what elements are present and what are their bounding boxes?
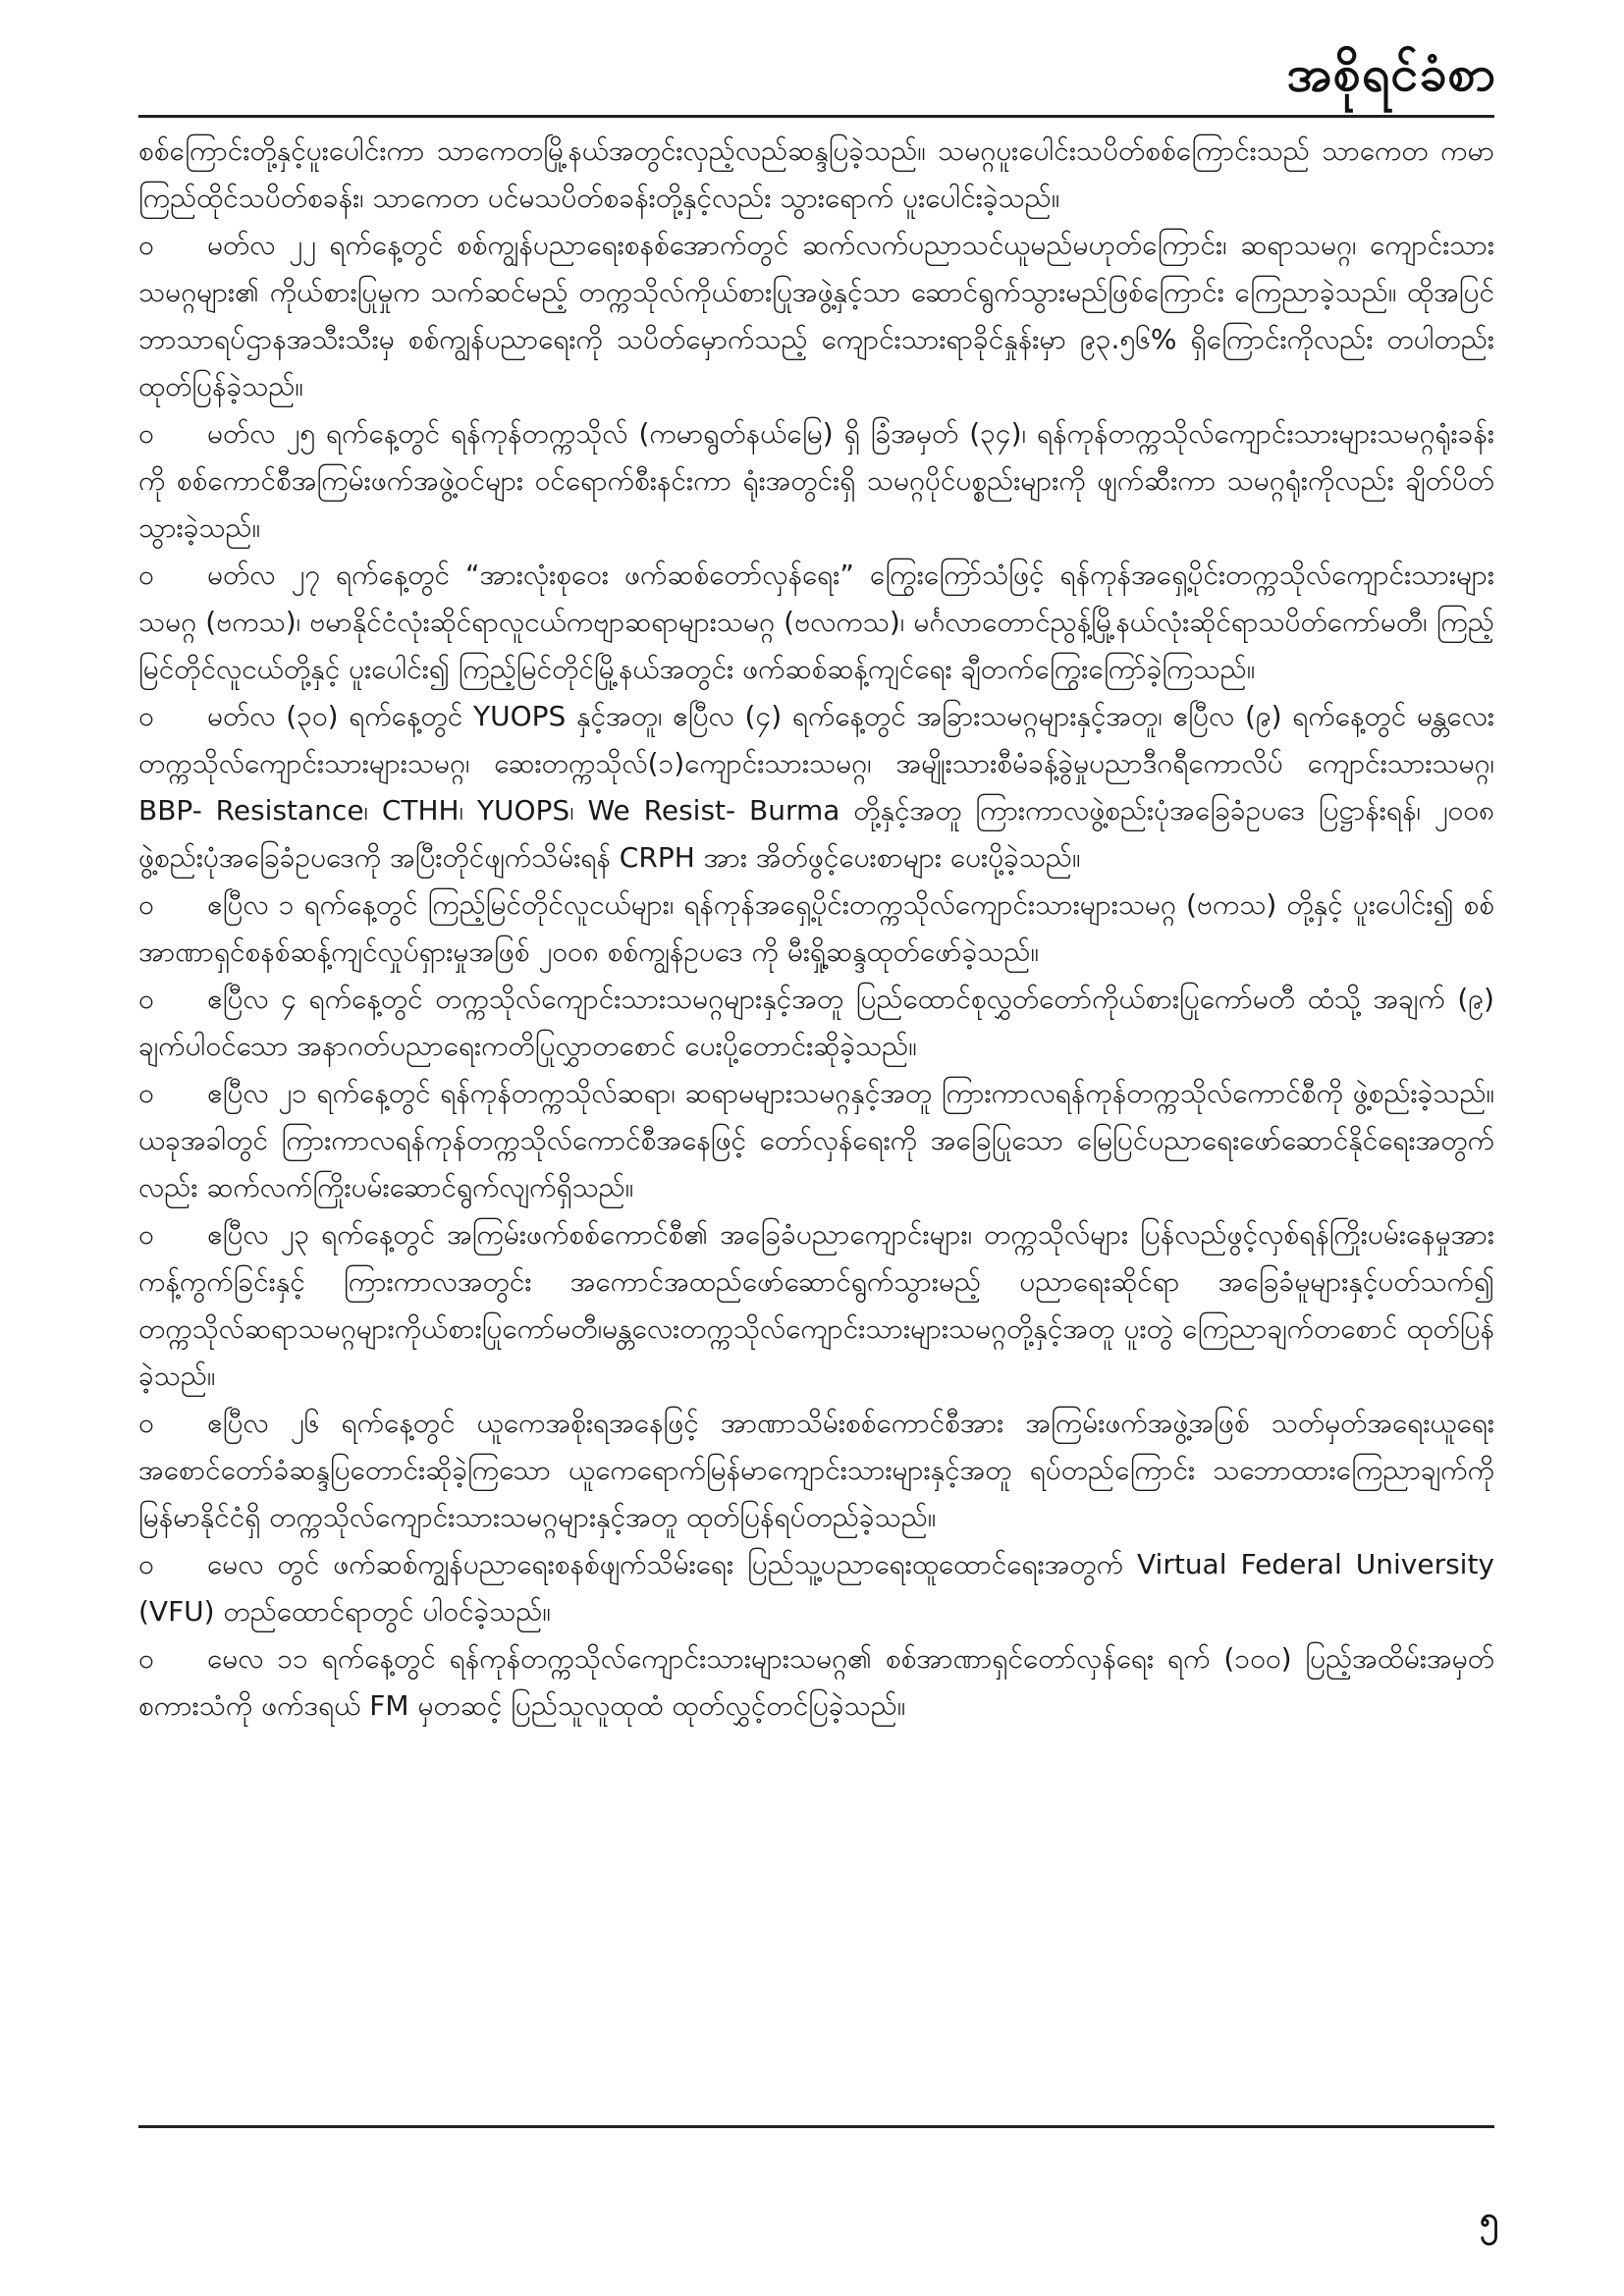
paragraph-text: မတ်လ (၃၀) ရက်နေ့တွင် YUOPS နှင့်အတူ၊ ဧပြီလ (၄) ရက်နေ့တွင် အခြားသမဂ္ဂများနှင့်အတူ၊ ဧပြီလ (၉) ရက်နေ့တွင် မန္တလေးတက္ကသိုလ်ကျောင်းသားများသမဂ္ဂ၊ ဆေးတက္ကသိုလ်(၁)ကျောင်းသားသမဂ္ဂ၊ အမျိုးသားစီမံခန့်ခွဲမှုပညာဒီဂရီကောလိပ် ကျောင်းသားသမဂ္ဂ၊ BBP- Resistance၊ CTHH၊ YUOPS၊ We Resist- Burma တို့နှင့်အတူ ကြားကာလဖွဲ့စည်းပုံအခြေခံဥပဒေ ပြဋ္ဌာန်းရန်၊ ၂၀၀၈ ဖွဲ့စည်းပုံအခြေခံဥပဒေကို အပြီးတိုင်ဖျက်သိမ်းရန် CRPH အား အိတ်ဖွင့်ပေးစာများ ပေးပို့ခဲ့သည်။: [138, 700, 1494, 874]
bullet-paragraph: [138, 1400, 1494, 1541]
bullet-marker: ၀: [138, 700, 154, 732]
bullet-paragraph: [138, 222, 1494, 410]
paragraph-text: မတ်လ ၂၂ ရက်နေ့တွင် စစ်ကျွန်ပညာရေးစနစ်အောက်တွင် ဆက်လက်ပညာသင်ယူမည်မဟုတ်ကြောင်း၊ ဆရာသမဂ္ဂ၊ ကျောင်းသားသမဂ္ဂများ၏ ကိုယ်စားပြုမှုက သက်ဆင်မည့် တက္ကသိုလ်ကိုယ်စားပြုအဖွဲ့နှင့်သာ ဆောင်ရွက်သွားမည်ဖြစ်ကြောင်း ကြေညာခဲ့သည်။ ထိုအပြင် ဘာသာရပ်ဌာနအသီးသီးမှ စစ်ကျွန်ပညာရေးကို သပိတ်မှောက်သည့် ကျောင်းသားရာခိုင်နှုန်းမှာ ၉၃.၅၆% ရှိကြောင်းကိုလည်း တပါတည်းထုတ်ပြန်ခဲ့သည်။: [138, 229, 1494, 402]
footer-rule: [138, 2125, 1494, 2128]
bullet-marker: ၀: [138, 1077, 154, 1109]
paragraph-text: ဧပြီလ ၂၁ ရက်နေ့တွင် ရန်ကုန်တက္ကသိုလ်ဆရာ၊ ဆရာမများသမဂ္ဂနှင့်အတူ ကြားကာလရန်ကုန်တက္ကသိုလ်ကောင်စီကို ဖွဲ့စည်းခဲ့သည်။ ယခုအခါတွင် ကြားကာလရန်ကုန်တက္ကသိုလ်ကောင်စီအနေဖြင့် တော်လှန်ရေးကို အခြေပြုသော မြေပြင်ပညာရေးဖော်ဆောင်နိုင်ရေးအတွက်လည်း ဆက်လက်ကြိုးပမ်းဆောင်ရွက်လျက်ရှိသည်။: [138, 1077, 1494, 1203]
paragraph-continuation: [138, 128, 1494, 222]
paragraph-text: ဧပြီလ ၂၆ ရက်နေ့တွင် ယူကေအစိုးရအနေဖြင့် အာဏာသိမ်းစစ်ကောင်စီအား အကြမ်းဖက်အဖွဲ့အဖြစ် သတ်မှတ်အရေးယူရေး အစောင်တော်ခံဆန္ဒပြတောင်းဆိုခဲ့ကြသော ယူကေရောက်မြန်မာကျောင်းသားများနှင့်အတူ ရပ်တည်ကြောင်း သဘောထားကြေညာချက်ကို မြန်မာနိုင်ငံရှိ တက္ကသိုလ်ကျောင်းသားသမဂ္ဂများနှင့်အတူ ထုတ်ပြန်ရပ်တည်ခဲ့သည်။: [138, 1407, 1494, 1533]
report-body: [138, 128, 1494, 2115]
paragraph-text: စစ်ကြောင်းတို့နှင့်ပူးပေါင်းကာ သာကေတမြို့နယ်အတွင်းလှည့်လည်ဆန္ဒပြခဲ့သည်။ သမဂ္ဂပူးပေါင်းသပိတ်စစ်ကြောင်းသည် သာကေတ ကမာကြည်ထိုင်သပိတ်စခန်း၊ သာကေတ ပင်မသပိတ်စခန်းတို့နှင့်လည်း သွားရောက် ပူးပေါင်းခဲ့သည်။: [138, 134, 1494, 214]
paragraph-text: ဧပြီလ ၂၃ ရက်နေ့တွင် အကြမ်းဖက်စစ်ကောင်စီ၏ အခြေခံပညာကျောင်းများ၊ တက္ကသိုလ်များ ပြန်လည်ဖွင့်လှစ်ရန်ကြိုးပမ်းနေမှုအား ကန့်ကွက်ခြင်းနှင့် ကြားကာလအတွင်း အကောင်အထည်ဖော်ဆောင်ရွက်သွားမည့် ပညာရေးဆိုင်ရာ အခြေခံမူများနှင့်ပတ်သက်၍ တက္ကသိုလ်ဆရာသမဂ္ဂများကိုယ်စားပြုကော်မတီ၊မန္တလေးတက္ကသိုလ်ကျောင်းသားများသမဂ္ဂတို့နှင့်အတူ ပူးတွဲ ကြေညာချက်တစောင် ထုတ်ပြန်ခဲ့သည်။: [138, 1218, 1494, 1392]
bullet-paragraph: [138, 1541, 1494, 1635]
paragraph-text: ဧပြီလ ၁ ရက်နေ့တွင် ကြည့်မြင်တိုင်လူငယ်များ၊ ရန်ကုန်အရှေ့ပိုင်းတက္ကသိုလ်ကျောင်းသားများသမဂ္ဂ (ဗကသ) တို့နှင့် ပူးပေါင်း၍ စစ်အာဏာရှင်စနစ်ဆန့်ကျင်လှုပ်ရှားမှုအဖြစ် ၂၀၀၈ စစ်ကျွန်ဥပဒေ ကို မီးရှို့ဆန္ဒထုတ်ဖော်ခဲ့သည်။: [138, 888, 1494, 968]
bullet-paragraph: [138, 1211, 1494, 1400]
bullet-marker: ၀: [138, 1407, 154, 1439]
bullet-paragraph: [138, 552, 1494, 693]
bullet-paragraph: [138, 1070, 1494, 1211]
paragraph-text: မတ်လ ၂၇ ရက်နေ့တွင် “အားလုံးစုဝေး ဖက်ဆစ်တော်လှန်ရေး” ကြွေးကြော်သံဖြင့် ရန်ကုန်အရှေ့ပိုင်းတက္ကသိုလ်ကျောင်းသားများသမဂ္ဂ (ဗကသ)၊ ဗမာနိုင်ငံလုံးဆိုင်ရာလူငယ်ကဗျာဆရာများသမဂ္ဂ (ဗလကသ)၊ မင်္ဂလာတောင်ညွန့်မြို့နယ်လုံးဆိုင်ရာသပိတ်ကော်မတီ၊ ကြည့်မြင်တိုင်လူငယ်တို့နှင့် ပူးပေါင်း၍ ကြည့်မြင်တိုင်မြို့နယ်အတွင်း ဖက်ဆစ်ဆန့်ကျင်ရေး ချီတက်ကြွေးကြော်ခဲ့ကြသည်။: [138, 559, 1494, 685]
bullet-marker: ၀: [138, 417, 154, 450]
bullet-paragraph: [138, 410, 1494, 552]
paragraph-text: မေလ တွင် ဖက်ဆစ်ကျွန်ပညာရေးစနစ်ဖျက်သိမ်းရေး ပြည်သူ့ပညာရေးထူထောင်ရေးအတွက် Virtual Federal University (VFU) တည်ထောင်ရာတွင် ပါဝင်ခဲ့သည်။: [138, 1548, 1494, 1628]
page-number: ၅: [1479, 2200, 1498, 2239]
bullet-marker: ၀: [138, 1218, 154, 1251]
bullet-paragraph: [138, 976, 1494, 1070]
bullet-paragraph: [138, 881, 1494, 976]
bullet-marker: ၀: [138, 983, 154, 1015]
bullet-marker: ၀: [138, 229, 154, 261]
bullet-marker: ၀: [138, 1548, 154, 1580]
bullet-marker: ၀: [138, 559, 154, 591]
paragraph-text: ဧပြီလ ၄ ရက်နေ့တွင် တက္ကသိုလ်ကျောင်းသားသမဂ္ဂများနှင့်အတူ ပြည်ထောင်စုလွှတ်တော်ကိုယ်စားပြုကော်မတီ ထံသို့ အချက် (၉) ချက်ပါဝင်သော အနာဂတ်ပညာရေးကတိပြုလွှာတစောင် ပေးပို့တောင်းဆိုခဲ့သည်။: [138, 983, 1494, 1062]
masthead-title: အစိုရင်ခံစာ: [1286, 45, 1496, 102]
bullet-paragraph: [138, 693, 1494, 881]
paragraph-text: မေလ ၁၁ ရက်နေ့တွင် ရန်ကုန်တက္ကသိုလ်ကျောင်းသားများသမဂ္ဂ၏ စစ်အာဏာရှင်တော်လှန်ရေး ရက် (၁၀၀) ပြည့်အထိမ်းအမှတ် စကားသံကို ဖက်ဒရယ် FM မှတဆင့် ပြည်သူလူထုထံ ထုတ်လွှင့်တင်ပြခဲ့သည်။: [138, 1642, 1494, 1722]
bullet-paragraph: [138, 1635, 1494, 1730]
bullet-marker: ၀: [138, 888, 154, 921]
header-rule: [138, 115, 1494, 118]
paragraph-text: မတ်လ ၂၅ ရက်နေ့တွင် ရန်ကုန်တက္ကသိုလ် (ကမာရွတ်နယ်မြေ) ရှိ ခြံအမှတ် (၃၄)၊ ရန်ကုန်တက္ကသိုလ်ကျောင်းသားများသမဂ္ဂရုံးခန်းကို စစ်ကောင်စီအကြမ်းဖက်အဖွဲ့ဝင်များ ဝင်ရောက်စီးနင်းကာ ရုံးအတွင်းရှိ သမဂ္ဂပိုင်ပစ္စည်းများကို ဖျက်ဆီးကာ သမဂ္ဂရုံးကိုလည်း ချိတ်ပိတ်သွားခဲ့သည်။: [138, 417, 1494, 544]
bullet-marker: ၀: [138, 1642, 154, 1675]
